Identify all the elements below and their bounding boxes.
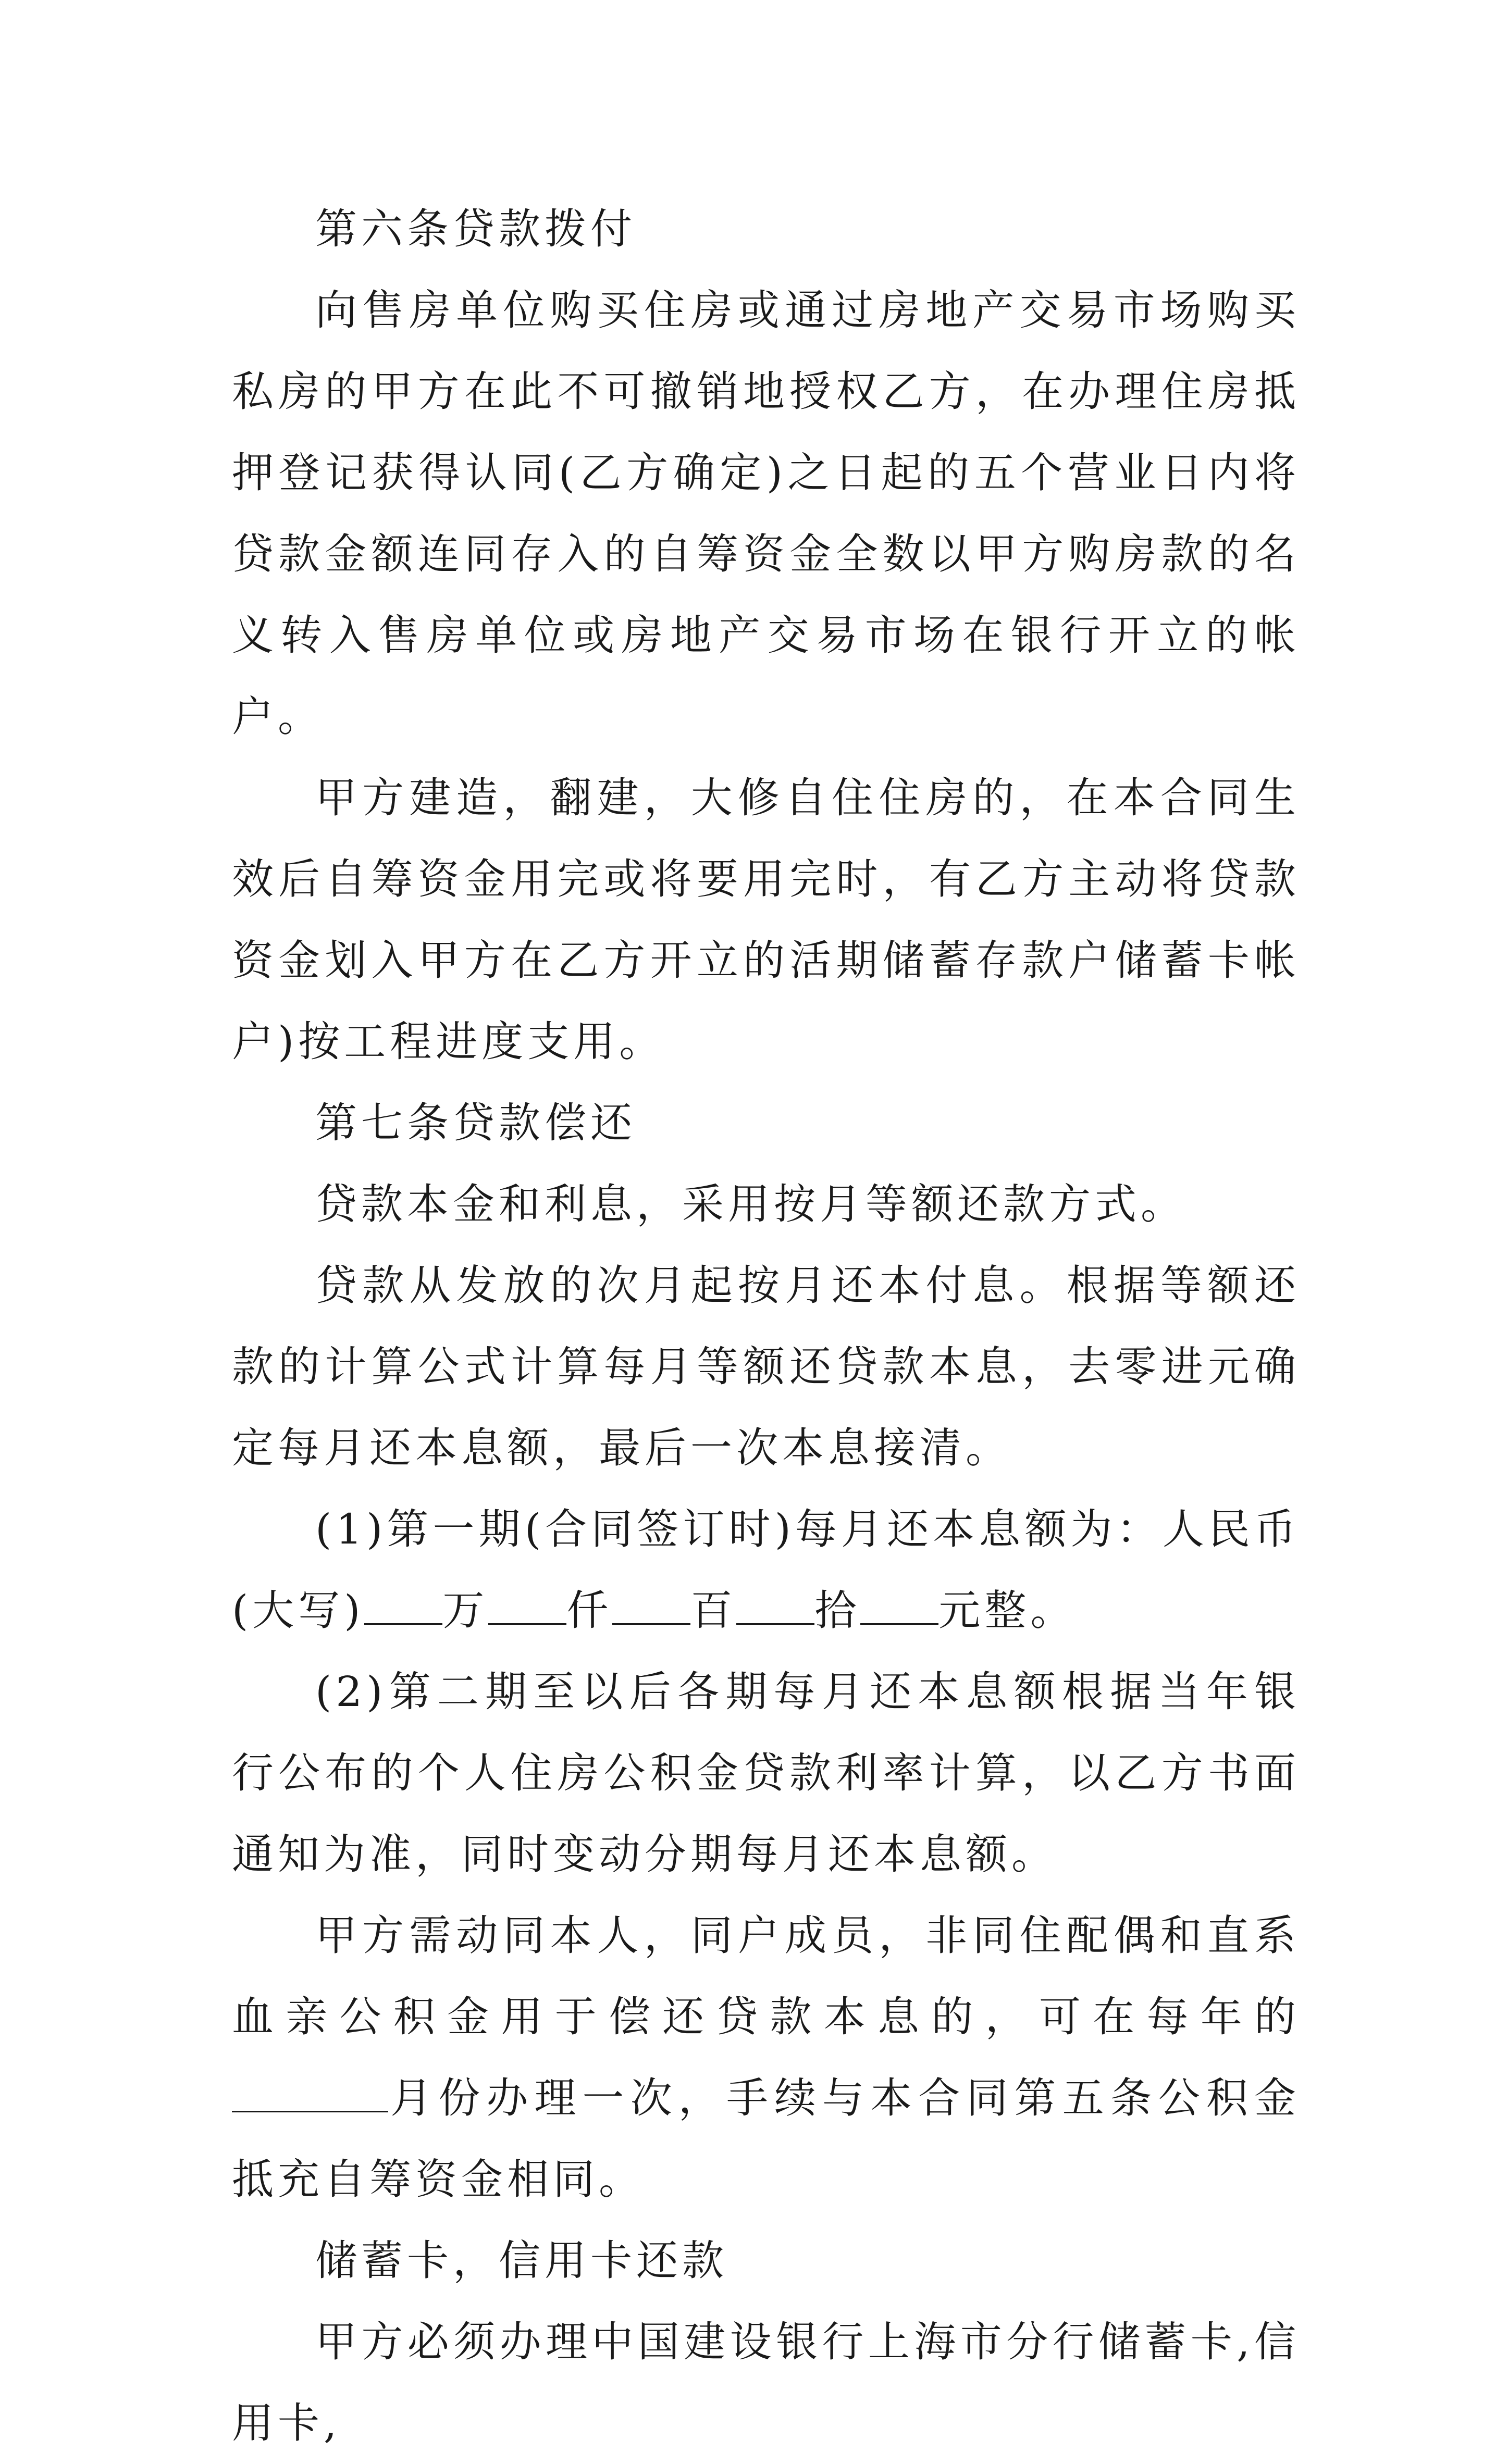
unit-yuan: 元整。 (938, 1586, 1077, 1635)
unit-wan: 万 (442, 1586, 489, 1635)
blank-qian-field[interactable] (488, 1587, 566, 1625)
unit-shi: 拾 (814, 1586, 861, 1635)
blank-wan-field[interactable] (364, 1587, 442, 1625)
paragraph-loan-transfer-construction: 甲方建造，翻建，大修自住住房的，在本合同生效后自筹资金用完或将要用完时，有乙方主动将贷款资金划入甲方在乙方开立的活期储蓄存款户储蓄卡帐户)按工程进度支用。 (232, 774, 1300, 1066)
provident-fund-text-a: 甲方需动同本人，同户成员，非同住配偶和直系血亲公积金用于偿还贷款本息的，可在每年的 (232, 1911, 1300, 2041)
paragraph-provident-fund (232, 1895, 1300, 2220)
paragraph-card-requirement: 甲方必须办理中国建设银行上海市分行储蓄卡,信用卡, (232, 2318, 1300, 2447)
paragraph-first-period-amount (232, 1489, 1300, 1651)
blank-bai-field[interactable] (612, 1587, 690, 1625)
article-7-heading: 第七条贷款偿还 (315, 1099, 636, 1147)
unit-bai: 百 (690, 1586, 737, 1635)
document-body (232, 189, 1300, 2464)
unit-qian: 仟 (566, 1586, 613, 1635)
paragraph-loan-transfer-purchase: 向售房单位购买住房或通过房地产交易市场购买私房的甲方在此不可撤销地授权乙方，在办理住房抵押登记获得认同(乙方确定)之日起的五个营业日内将贷款金额连同存入的自筹资金全数以甲方购房款的名义转入售房单位或房地产交易市场在银行开立的帐户。 (232, 286, 1300, 741)
paragraph-repayment-method: 贷款本金和利息，采用按月等额还款方式。 (315, 1180, 1186, 1228)
first-period-text: (1)第一期(合同签订时)每月还本息额为：人民币(大写) (232, 1505, 1300, 1635)
blank-yuan-field[interactable] (860, 1587, 938, 1625)
savings-credit-card-heading: 储蓄卡，信用卡还款 (315, 2236, 728, 2285)
blank-month-field[interactable] (232, 2074, 388, 2112)
article-6-heading: 第六条贷款拨付 (315, 205, 636, 253)
paragraph-subsequent-periods: (2)第二期至以后各期每月还本息额根据当年银行公布的个人住房公积金贷款利率计算，以乙方书面通知为准，同时变动分期每月还本息额。 (232, 1667, 1300, 1878)
provident-fund-text-b: 月份办理一次，手续与本合同第五条公积金抵充自筹资金相同。 (232, 2074, 1300, 2204)
paragraph-repayment-schedule: 贷款从发放的次月起按月还本付息。根据等额还款的计算公式计算每月等额还贷款本息，去零进元确定每月还本息额，最后一次本息接清。 (232, 1261, 1300, 1472)
blank-shi-field[interactable] (736, 1587, 814, 1625)
